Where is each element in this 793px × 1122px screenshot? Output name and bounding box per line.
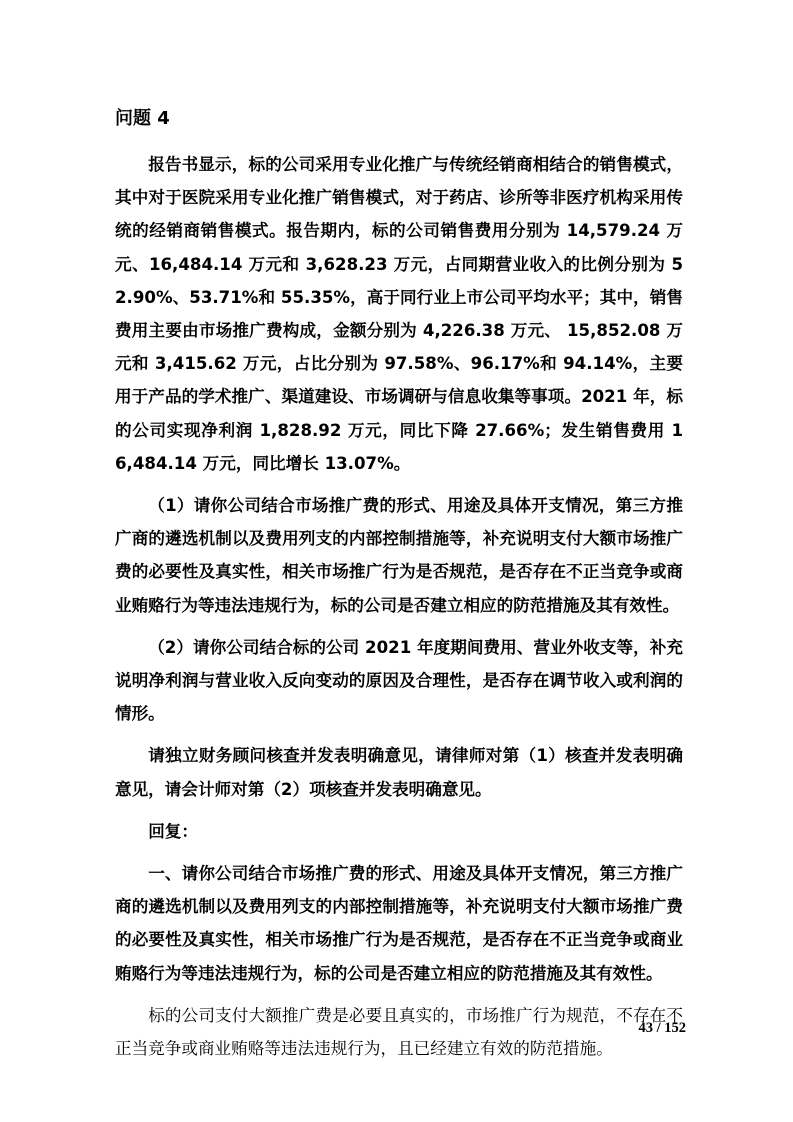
- verification-request-paragraph: 请独立财务顾问核查并发表明确意见，请律师对第（1）核查并发表明确意见，请会计师对第（2）项核查并发表明确意见。: [115, 746, 683, 799]
- background-paragraph: 报告书显示，标的公司采用专业化推广与传统经销商相结合的销售模式，其中对于医院采用专业化推广销售模式，对于药店、诊所等非医疗机构采用传统的经销商销售模式。报告期内，标的公司销售费用分别为 14,579.24 万元、16,484.14 万元和 3,628.23 万元，占同期营业收入的比例分别为 52.90%、53.71%和 55.35%，高于同行业上市公司平均水平；其中，销售费用主要由市场推广费构成，金额分别为 4,226.38 万元、 15,852.08 万元和 3,415.62 万元，占比分别为 97.58%、96.17%和 94.14%，主要用于产品的学术推广、渠道建设、市场调研与信息收集等事项。2021 年，标的公司实现净利润 1,828.92 万元，同比下降 27.66%；发生销售费用 16,484.14 万元，同比增长 13.07%。: [115, 155, 683, 473]
- reply-answer-paragraph: 标的公司支付大额推广费是必要且真实的，市场推广行为规范，不存在不正当竞争或商业贿赂等违法违规行为，且已经建立有效的防范措施。: [115, 1005, 683, 1059]
- page-title: 问题 4: [115, 108, 170, 129]
- page-number: 43 / 152: [638, 1020, 686, 1036]
- reply-label: 回复：: [148, 821, 198, 841]
- reply-question-1-heading: 一、请你公司结合市场推广费的形式、用途及具体开支情况，第三方推广商的遴选机制以及费用列支的内部控制措施等，补充说明支付大额市场推广费的必要性及真实性，相关市场推广行为是否规范，是否存在不正当竞争或商业贿赂行为等违法违规行为，标的公司是否建立相应的防范措施及其有效性。: [115, 864, 683, 983]
- document-body: [115, 102, 683, 1074]
- question-item-2-paragraph: （2）请你公司结合标的公司 2021 年度期间费用、营业外收支等，补充说明净利润与营业收入反向变动的原因及合理性，是否存在调节收入或利润的情形。: [115, 637, 683, 724]
- question-item-1-paragraph: （1）请你公司结合市场推广费的形式、用途及具体开支情况，第三方推广商的遴选机制以及费用列支的内部控制措施等，补充说明支付大额市场推广费的必要性及真实性，相关市场推广行为是否规范，是否存在不正当竞争或商业贿赂行为等违法违规行为，标的公司是否建立相应的防范措施及其有效性。: [115, 496, 683, 615]
